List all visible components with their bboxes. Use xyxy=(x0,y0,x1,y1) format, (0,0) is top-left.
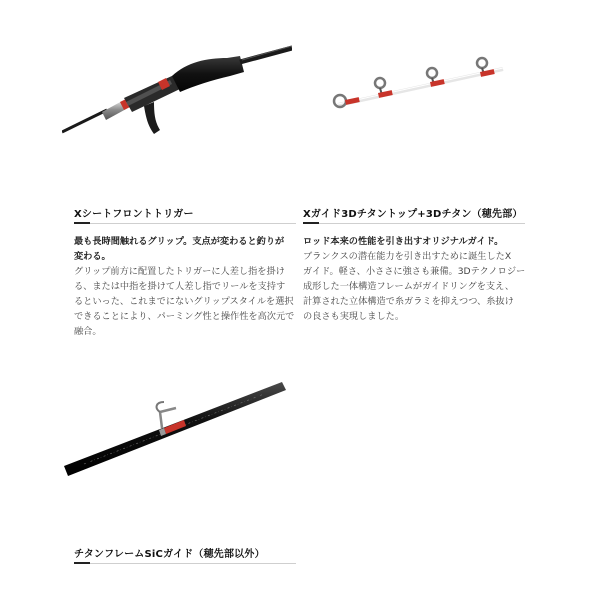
feature-body-line: 融合。 xyxy=(74,326,102,337)
feature-description xyxy=(303,234,529,324)
reel-seat-grip-image xyxy=(62,40,292,150)
feature-lead: 最も長時間触れるグリップ。支点が変わると釣りが xyxy=(74,236,285,247)
rod-tip-guides-image xyxy=(328,55,508,115)
divider xyxy=(74,223,296,224)
rod-blank-guide-image xyxy=(64,378,286,478)
feature-title: Xガイド3Dチタントップ+3Dチタン（穂先部） xyxy=(303,209,523,220)
feature-body-line: る、または中指を掛けて人差し指でリールを支持す xyxy=(74,281,286,292)
feature-title: Xシートフロントトリガー xyxy=(74,209,194,220)
divider xyxy=(303,223,525,224)
feature-body-line: グリップ前方に配置したトリガーに人差し指を掛け xyxy=(74,266,285,277)
feature-body-line: の良さも実現しました。 xyxy=(303,311,405,322)
feature-body-line: ブランクスの潜在能力を引き出すために誕生したX xyxy=(303,251,512,262)
divider xyxy=(74,563,296,564)
feature-lead: 変わる。 xyxy=(74,251,111,262)
feature-title: チタンフレームSiCガイド（穂先部以外） xyxy=(74,549,265,560)
feature-lead: ロッド本来の性能を引き出すオリジナルガイド。 xyxy=(303,236,504,247)
feature-body-line: 成形した一体構造フレームがガイドリングを支え、 xyxy=(303,281,515,292)
feature-body-line: 計算された立体構造で糸ガラミを抑えつつ、糸抜け xyxy=(303,296,514,307)
feature-description xyxy=(74,234,300,339)
feature-body-line: できることにより、パーミング性と操作性を高次元で xyxy=(74,311,295,322)
feature-body-line: るといった、これまでにないグリップスタイルを選択 xyxy=(74,296,294,307)
feature-body-line: ガイド。軽さ、小ささに強さも兼備。3Dテクノロジー xyxy=(303,266,526,277)
